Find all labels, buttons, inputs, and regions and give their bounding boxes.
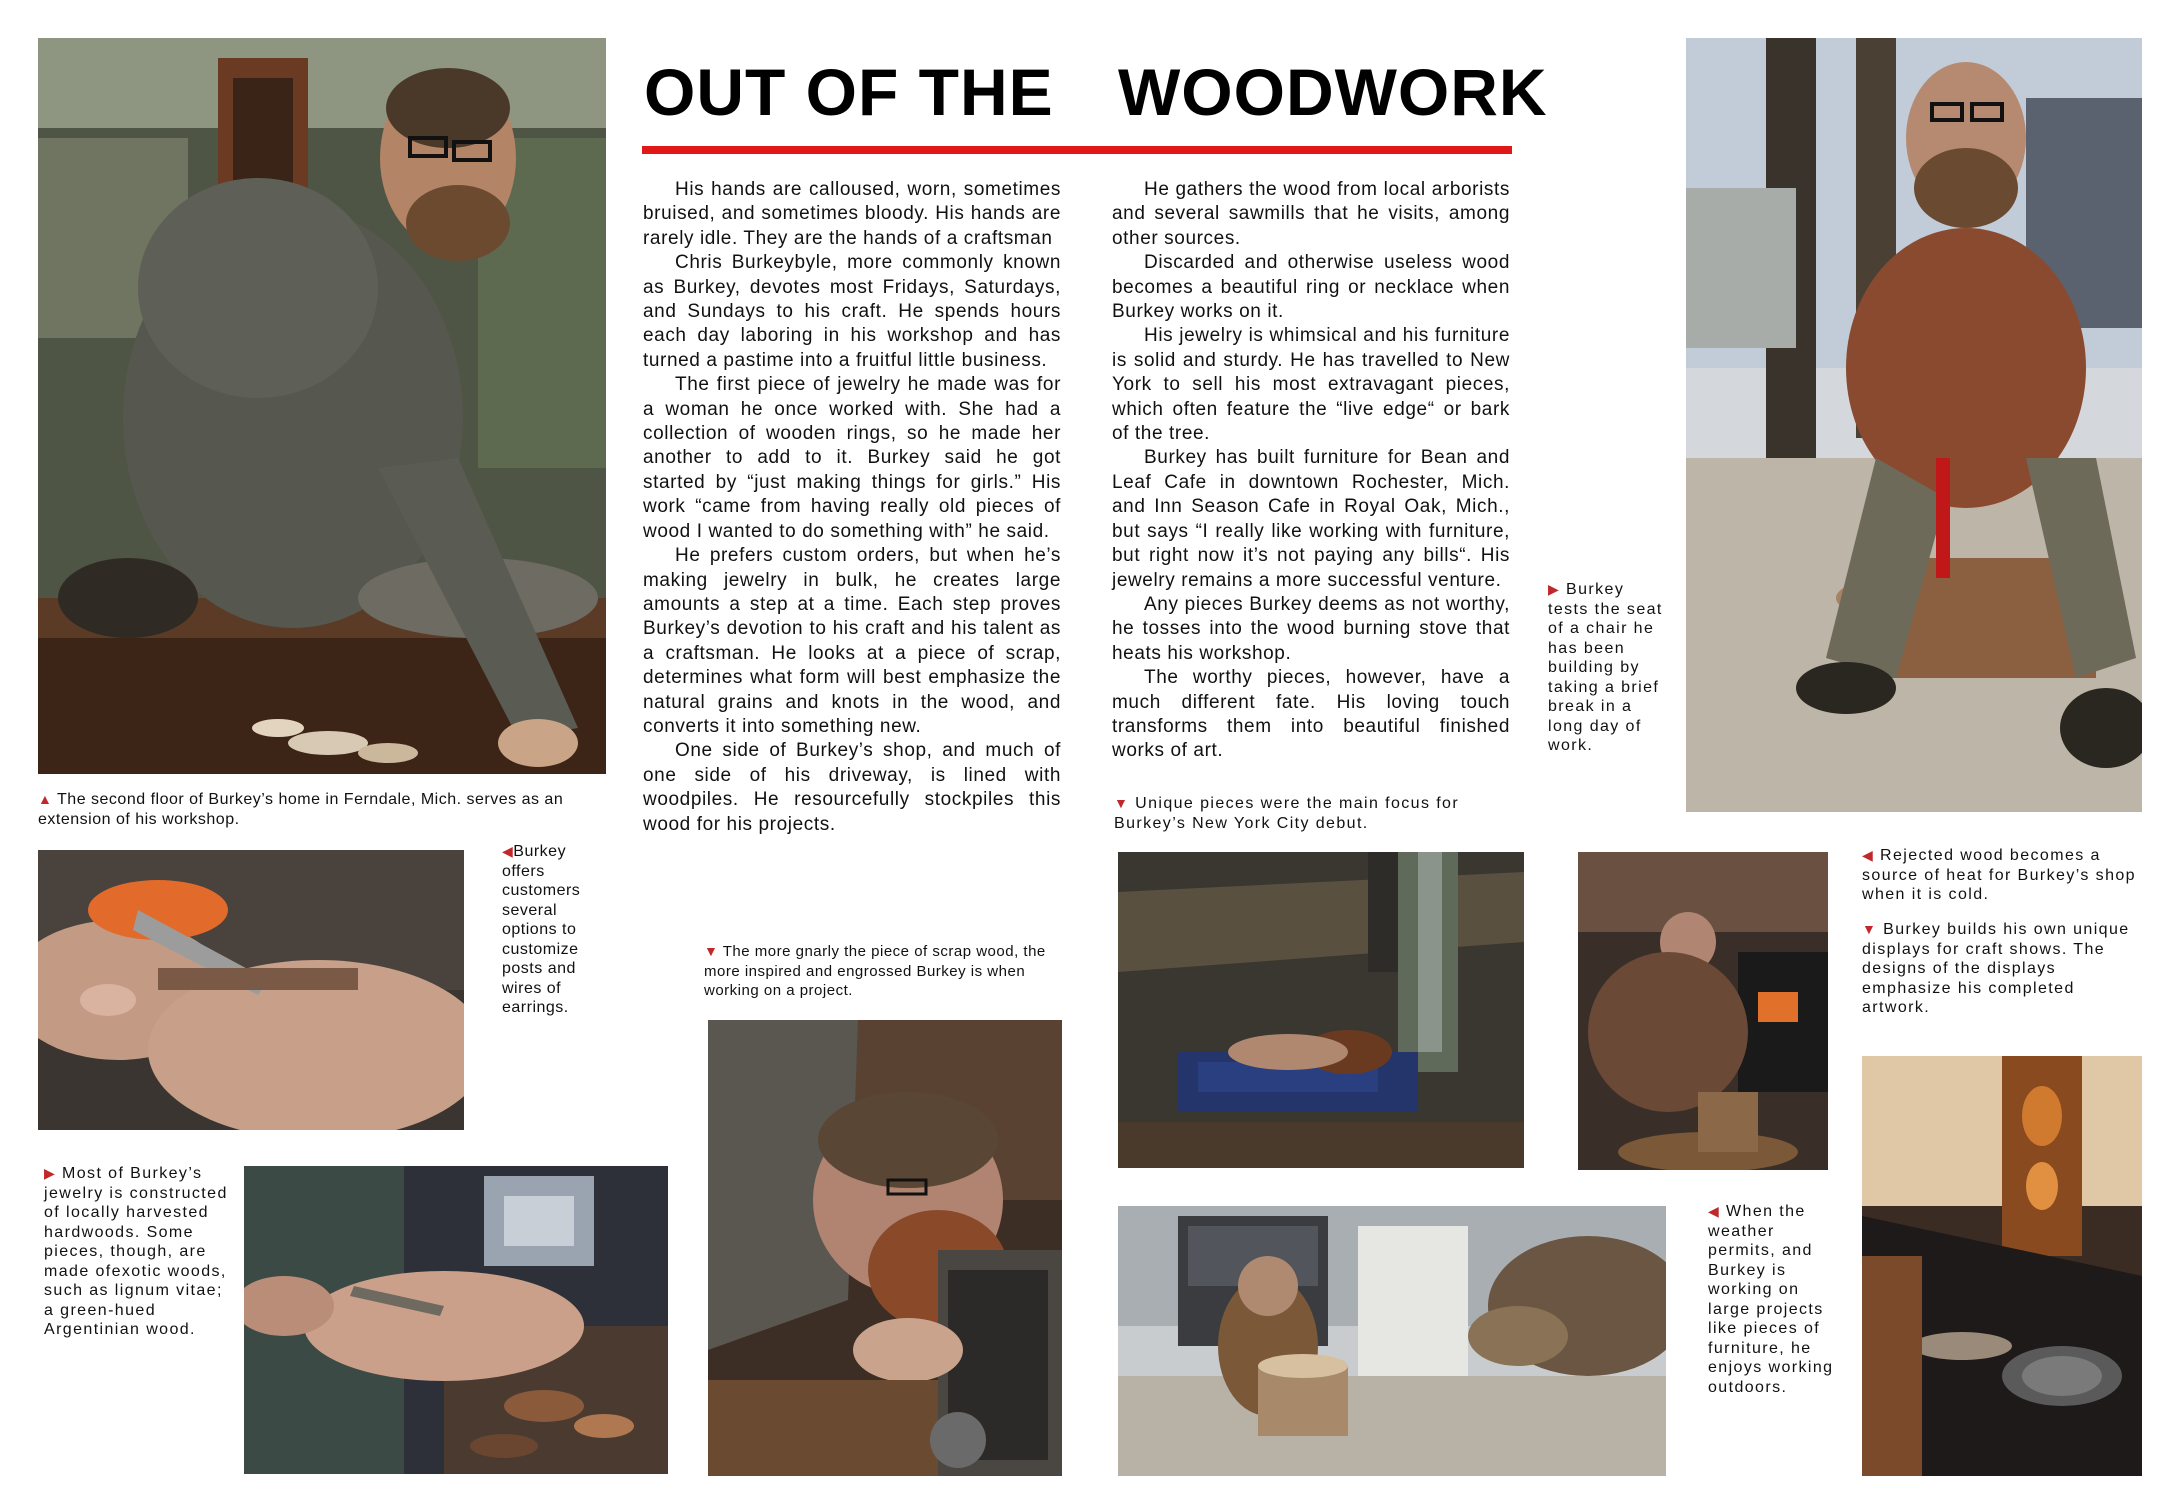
photo-belt-sander: [708, 1020, 1062, 1476]
photo-hardwoods: [244, 1166, 668, 1474]
arrow-left-icon: ◀: [1708, 1203, 1721, 1219]
caption-workshop-floor: [38, 790, 608, 829]
article-column-1: [643, 178, 1061, 837]
arrow-down-icon: ▼: [1862, 921, 1878, 937]
paragraph: The worthy pieces, however, have a much different fate. His loving touch transforms them into beautiful finished works of art.: [1112, 667, 1510, 762]
arrow-up-icon: ▲: [38, 791, 53, 807]
caption-text: The more gnarly the piece of scrap wood, the more inspired and engrossed Burkey is when working on a project.: [704, 943, 1046, 999]
photo-workshop-floor: [38, 38, 606, 774]
arrow-left-icon: ◀: [1862, 847, 1875, 863]
photo-drill-press: [1118, 852, 1524, 1168]
paragraph: His jewelry is whimsical and his furniture is solid and sturdy. He has travelled to New York to sell his most extravagant pieces, which often feature the “live edge“ or bark of the tree.: [1112, 325, 1510, 445]
arrow-left-icon: ◀: [502, 843, 514, 859]
paragraph: Discarded and otherwise useless wood becomes a beautiful ring or necklace when Burkey works on it.: [1112, 252, 1510, 323]
paragraph: His hands are calloused, worn, sometimes bruised, and sometimes bloody. His hands are rarely idle. They are the hands of a craftsman: [643, 179, 1061, 249]
caption-text: Burkey tests the seat of a chair he has been building by taking a brief break in a long day of work.: [1548, 581, 1663, 754]
caption-earrings: [502, 842, 590, 1018]
caption-text: When the weather permits, and Burkey is working on large projects like pieces of furniture, he enjoys working outdoors.: [1708, 1203, 1834, 1396]
paragraph: One side of Burkey’s shop, and much of one side of his driveway, is lined with woodpiles. He resourcefully stockpiles this wood for his projects.: [643, 740, 1061, 835]
photo-stove: [1578, 852, 1828, 1170]
paragraph: Burkey has built furniture for Bean and Leaf Cafe in downtown Rochester, Mich. and Inn Season Cafe in Royal Oak, Mich., but says “I really like working with furniture, but right now it’s not paying any bills“. His jewelry remains a more successful venture.: [1112, 447, 1510, 591]
paragraph: He gathers the wood from local arborists and several sawmills that he visits, among other sources.: [1112, 179, 1510, 249]
paragraph: He prefers custom orders, but when he’s making jewelry in bulk, he creates large amounts a step at a time. Each step proves Burkey’s devotion to his craft and his talent as a craftsman. He looks at a piece of scrap, determines what form will best emphasize the natural grains and knots in the wood, and converts it into something new.: [643, 545, 1061, 737]
arrow-down-icon: ▼: [1114, 795, 1130, 811]
title-part-1: OUT OF THE: [644, 55, 1054, 129]
article-column-2: [1112, 178, 1510, 764]
arrow-right-icon: ▶: [44, 1165, 57, 1181]
caption-rejected: [1862, 846, 2144, 905]
caption-new-york: [1114, 794, 1524, 833]
caption-displays: [1862, 920, 2144, 1018]
photo-earrings: [38, 850, 464, 1130]
caption-text: Unique pieces were the main focus for Burkey’s New York City debut.: [1114, 795, 1460, 832]
arrow-down-icon: ▼: [704, 943, 719, 959]
page-title: [640, 52, 1548, 132]
title-part-2: WOODWORK: [1118, 55, 1548, 129]
caption-text: Burkey offers customers several options to customize posts and wires of earrings.: [502, 843, 581, 1016]
arrow-right-icon: ▶: [1548, 581, 1561, 597]
caption-text: Burkey builds his own unique displays for craft shows. The designs of the displays emphasize his completed artwork.: [1862, 921, 2130, 1016]
paragraph: Chris Burkeybyle, more commonly known as Burkey, devotes most Fridays, Saturdays, and Sundays to his craft. He spends hours each day laboring in his workshop and has turned a pastime into a fruitful little business.: [643, 252, 1061, 371]
photo-chair-stump: [1686, 38, 2142, 812]
caption-text: Most of Burkey’s jewelry is constructed of locally harvested hardwoods. Some pieces, though, are made ofexotic woods, such as lignum vitae; a green-hued Argentinian wood.: [44, 1165, 228, 1338]
caption-weather: [1708, 1202, 1836, 1397]
paragraph: Any pieces Burkey deems as not worthy, he tosses into the wood burning stove that heats his workshop.: [1112, 593, 1510, 664]
caption-hardwoods: [44, 1164, 234, 1340]
photo-outdoor-log: [1118, 1206, 1666, 1476]
caption-chair: [1548, 580, 1664, 756]
title-rule: [642, 146, 1512, 154]
caption-text: The second floor of Burkey’s home in Ferndale, Mich. serves as an extension of his workshop.: [38, 791, 564, 828]
photo-display-case: [1862, 1056, 2142, 1476]
caption-text: Rejected wood becomes a source of heat for Burkey’s shop when it is cold.: [1862, 847, 2136, 903]
paragraph: The first piece of jewelry he made was for a woman he once worked with. She had a collection of wooden rings, so he made her another to add to it. Burkey said he got started by “just making things for girls.” His work “came from having really old pieces of wood I wanted to do something with” he said.: [643, 374, 1061, 542]
caption-gnarly: [704, 942, 1062, 1001]
